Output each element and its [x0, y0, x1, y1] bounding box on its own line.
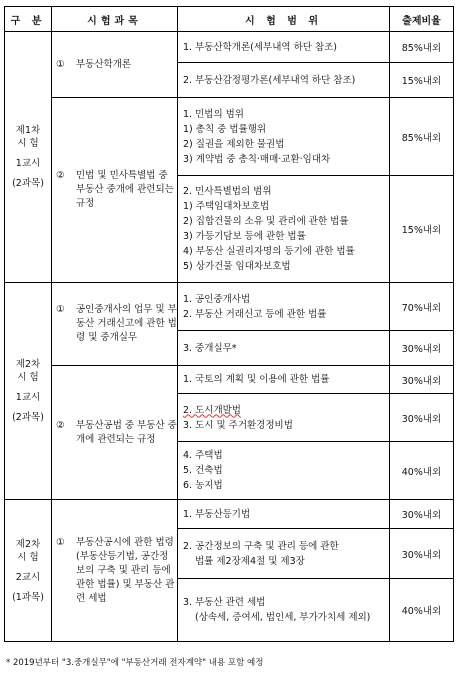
scope-line: 3) 가등기담보 등에 관한 법률	[183, 231, 306, 242]
spacer	[5, 404, 51, 411]
rate-cell: 85%내외	[390, 32, 454, 63]
rate-cell: 30%내외	[390, 500, 454, 529]
category-exam1	[5, 32, 52, 283]
scope-cell	[178, 63, 390, 98]
scope-line: 2) 질권을 제외한 물권법	[183, 138, 285, 150]
subject-number: ②	[56, 419, 65, 431]
rate-cell: 15%내외	[390, 63, 454, 98]
scope-line: 5. 건축법	[183, 465, 223, 476]
table-row	[5, 98, 454, 176]
rate-cell: 15%내외	[390, 176, 454, 283]
scope-cell	[178, 283, 390, 331]
category-line: 2교시	[15, 571, 41, 583]
scope-cell	[178, 579, 390, 642]
rate-cell: 70%내외	[390, 283, 454, 331]
rate-cell: 40%내외	[390, 579, 454, 642]
scope-cell	[178, 442, 390, 500]
header-scope: 시 험 범 위	[178, 7, 390, 32]
scope-line: 3. 중개실무*	[183, 342, 237, 354]
scope-line: 1. 부동산등기법	[183, 508, 251, 520]
scope-line: 4) 부동산 실권리자명의 등기에 관한 법률	[183, 246, 355, 257]
subject-number: ②	[56, 170, 65, 181]
subject-text: 부동산학개론	[76, 58, 132, 70]
category-line: (1과목)	[12, 591, 44, 603]
scope-line: 2. 부동산감정평가론(세부내역 하단 참조)	[183, 74, 356, 86]
category-line: 시 험	[17, 138, 39, 149]
table-row	[5, 500, 454, 529]
header-category: 구 분	[5, 7, 52, 32]
scope-cell	[178, 32, 390, 63]
scope-line: 1) 총칙 중 법률행위	[183, 123, 267, 135]
spacer	[5, 384, 51, 391]
category-line: 1교시	[15, 158, 41, 169]
category-line: 제2차	[15, 538, 41, 550]
footnote: * 2019년부터 "3.중개실무"에 "부동산거래 전자계약" 내용 포함 예정	[6, 658, 264, 668]
scope-cell	[178, 529, 390, 579]
header-subject: 시험과목	[52, 7, 178, 32]
subject-cell	[52, 500, 178, 642]
rate-cell: 30%내외	[390, 529, 454, 579]
subject-number: ①	[56, 58, 65, 70]
subject-number: ①	[56, 536, 65, 548]
scope-line: 3. 도시 및 주거환경정비법	[183, 419, 293, 431]
scope-line: (상속세, 증여세, 법인세, 부가가치세 제외)	[195, 612, 371, 623]
scope-line: 6. 농지법	[183, 480, 223, 491]
scope-cell	[178, 500, 390, 529]
spacer	[5, 150, 51, 157]
rate-cell: 30%내외	[390, 394, 454, 442]
spacer	[5, 564, 51, 571]
category-line: (2과목)	[12, 412, 44, 423]
category-line: 1교시	[15, 392, 41, 403]
subject-cell	[52, 283, 178, 366]
scope-cell	[178, 331, 390, 366]
scope-cell	[178, 366, 390, 394]
scope-line: 5) 상가건물 임대차보호법	[183, 261, 291, 272]
category-line: 시 험	[17, 372, 39, 383]
subject-text: 부동산공시에 관한 법령(부동산등기법, 공간정보의 구축 및 관리 등에 관한 법률) 및 부동산 관련 세법	[76, 536, 175, 604]
subject-cell	[52, 98, 178, 283]
scope-line: 2. 민사특별법의 범위	[183, 186, 272, 197]
scope-line: 1. 국토의 계획 및 이용에 관한 법률	[183, 374, 330, 385]
scope-line: 법률 제2장제4절 및 제3장	[195, 555, 305, 567]
scope-line: 1. 민법의 범위	[183, 108, 244, 120]
category-line: (2과목)	[12, 178, 44, 189]
header-row	[5, 7, 454, 32]
scope-line: 2) 집합건물의 소유 및 관리에 관한 법률	[183, 216, 349, 227]
subject-text: 부동산공법 중 부동산 중개에 관련되는 규정	[76, 419, 177, 445]
spacer	[5, 170, 51, 177]
scope-cell	[178, 98, 390, 176]
scope-line: 1. 공인중개사법	[183, 293, 251, 305]
table-row	[5, 283, 454, 331]
scope-line: 3. 부동산 관련 세법	[183, 597, 266, 608]
scope-cell	[178, 394, 390, 442]
spacer	[5, 584, 51, 591]
rate-cell: 85%내외	[390, 98, 454, 176]
scope-line: 2. 도시개발법	[183, 404, 241, 416]
category-line: 제2차	[15, 359, 41, 370]
scope-cell	[178, 176, 390, 283]
category-exam2-period2	[5, 500, 52, 642]
rate-cell: 30%내외	[390, 366, 454, 394]
table-row	[5, 366, 454, 394]
scope-line: 1) 주택임대차보호법	[183, 201, 270, 212]
subject-cell	[52, 366, 178, 500]
subject-number: ①	[56, 304, 65, 315]
scope-line: 2. 공간정보의 구축 및 관리 등에 관한	[183, 540, 339, 552]
header-rate: 출제비율	[390, 7, 454, 32]
subject-cell	[52, 32, 178, 98]
exam-scope-table	[4, 6, 454, 642]
scope-line: 2. 부동산 거래신고 등에 관한 법률	[183, 308, 327, 320]
scope-line: 3) 계약법 중 총칙·매매·교환·임대차	[183, 153, 331, 165]
table-row	[5, 32, 454, 63]
scope-line: 1. 부동산학개론(세부내역 하단 참조)	[183, 41, 338, 53]
scope-line: 4. 주택법	[183, 450, 223, 461]
rate-cell: 30%내외	[390, 331, 454, 366]
subject-text: 공인중개사의 업무 및 부동산 거래신고에 관한 법령 및 중개실무	[76, 304, 177, 343]
category-exam2-period1	[5, 283, 52, 500]
subject-text: 민법 및 민사특별법 중 부동산 중개에 관련되는 규정	[76, 170, 174, 209]
category-line: 시 험	[17, 551, 39, 563]
category-line: 제1차	[15, 125, 41, 136]
rate-cell: 40%내외	[390, 442, 454, 500]
